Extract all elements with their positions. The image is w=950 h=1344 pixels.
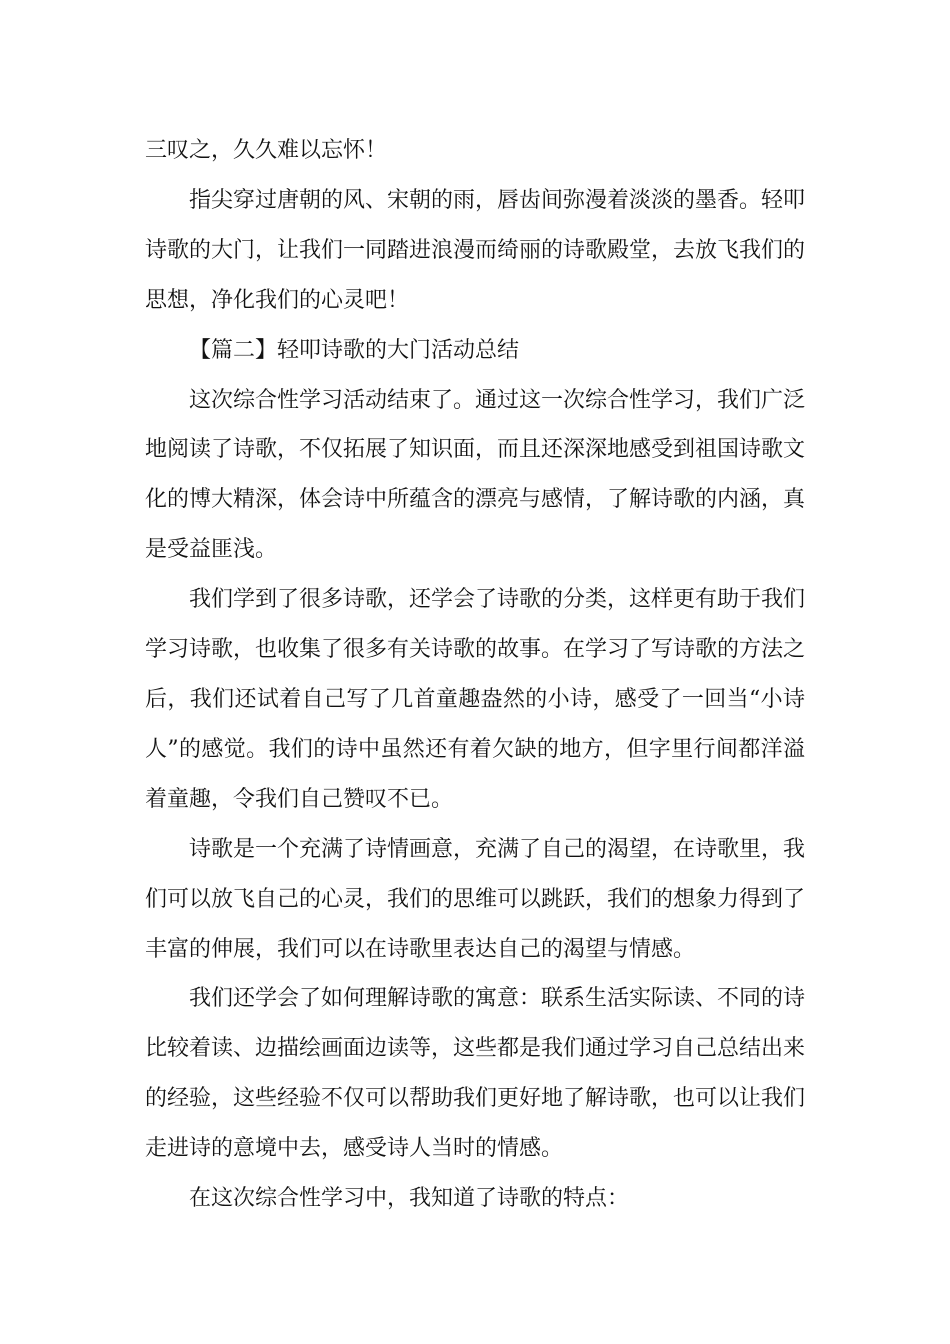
paragraph-poetry-features: 在这次综合性学习中，我知道了诗歌的特点：	[189, 1186, 630, 1212]
paragraph-learned-poems: 我们学到了很多诗歌，还学会了诗歌的分类，这样更有助于我们学习诗歌，也收集了很多有关诗歌的故事。在学习了写诗歌的方法之后，我们还试着自己写了几首童趣盎然的小诗，感受了一回当“小诗人”的感觉。我们的诗中虽然还有着欠缺的地方，但字里行间都洋溢着童趣，令我们自己赞叹不已。	[145, 587, 806, 812]
section-heading: 【篇二】轻叩诗歌的大门活动总结	[189, 337, 520, 363]
paragraph-continuation: 三叹之，久久难以忘怀！	[145, 138, 388, 163]
paragraph-poetry-expression: 诗歌是一个充满了诗情画意，充满了自己的渴望，在诗歌里，我们可以放飞自己的心灵，我们的思维可以跳跃，我们的想象力得到了丰富的伸展，我们可以在诗歌里表达自己的渴望与情感。	[145, 836, 806, 962]
document-body	[145, 126, 805, 1224]
paragraph-intro-closing: 指尖穿过唐朝的风、宋朝的雨，唇齿间弥漫着淡淡的墨香。轻叩诗歌的大门，让我们一同踏进浪漫而绮丽的诗歌殿堂，去放飞我们的思想，净化我们的心灵吧！	[145, 187, 806, 313]
paragraph-understanding-meaning: 我们还学会了如何理解诗歌的寓意：联系生活实际读、不同的诗比较着读、边描绘画面边读等，这些都是我们通过学习自己总结出来的经验，这些经验不仅可以帮助我们更好地了解诗歌，也可以让我们走进诗的意境中去，感受诗人当时的情感。	[145, 986, 806, 1162]
paragraph-summary-opening: 这次综合性学习活动结束了。通过这一次综合性学习，我们广泛地阅读了诗歌，不仅拓展了知识面，而且还深深地感受到祖国诗歌文化的博大精深，体会诗中所蕴含的漂亮与感情，了解诗歌的内涵，真是受益匪浅。	[145, 387, 806, 563]
